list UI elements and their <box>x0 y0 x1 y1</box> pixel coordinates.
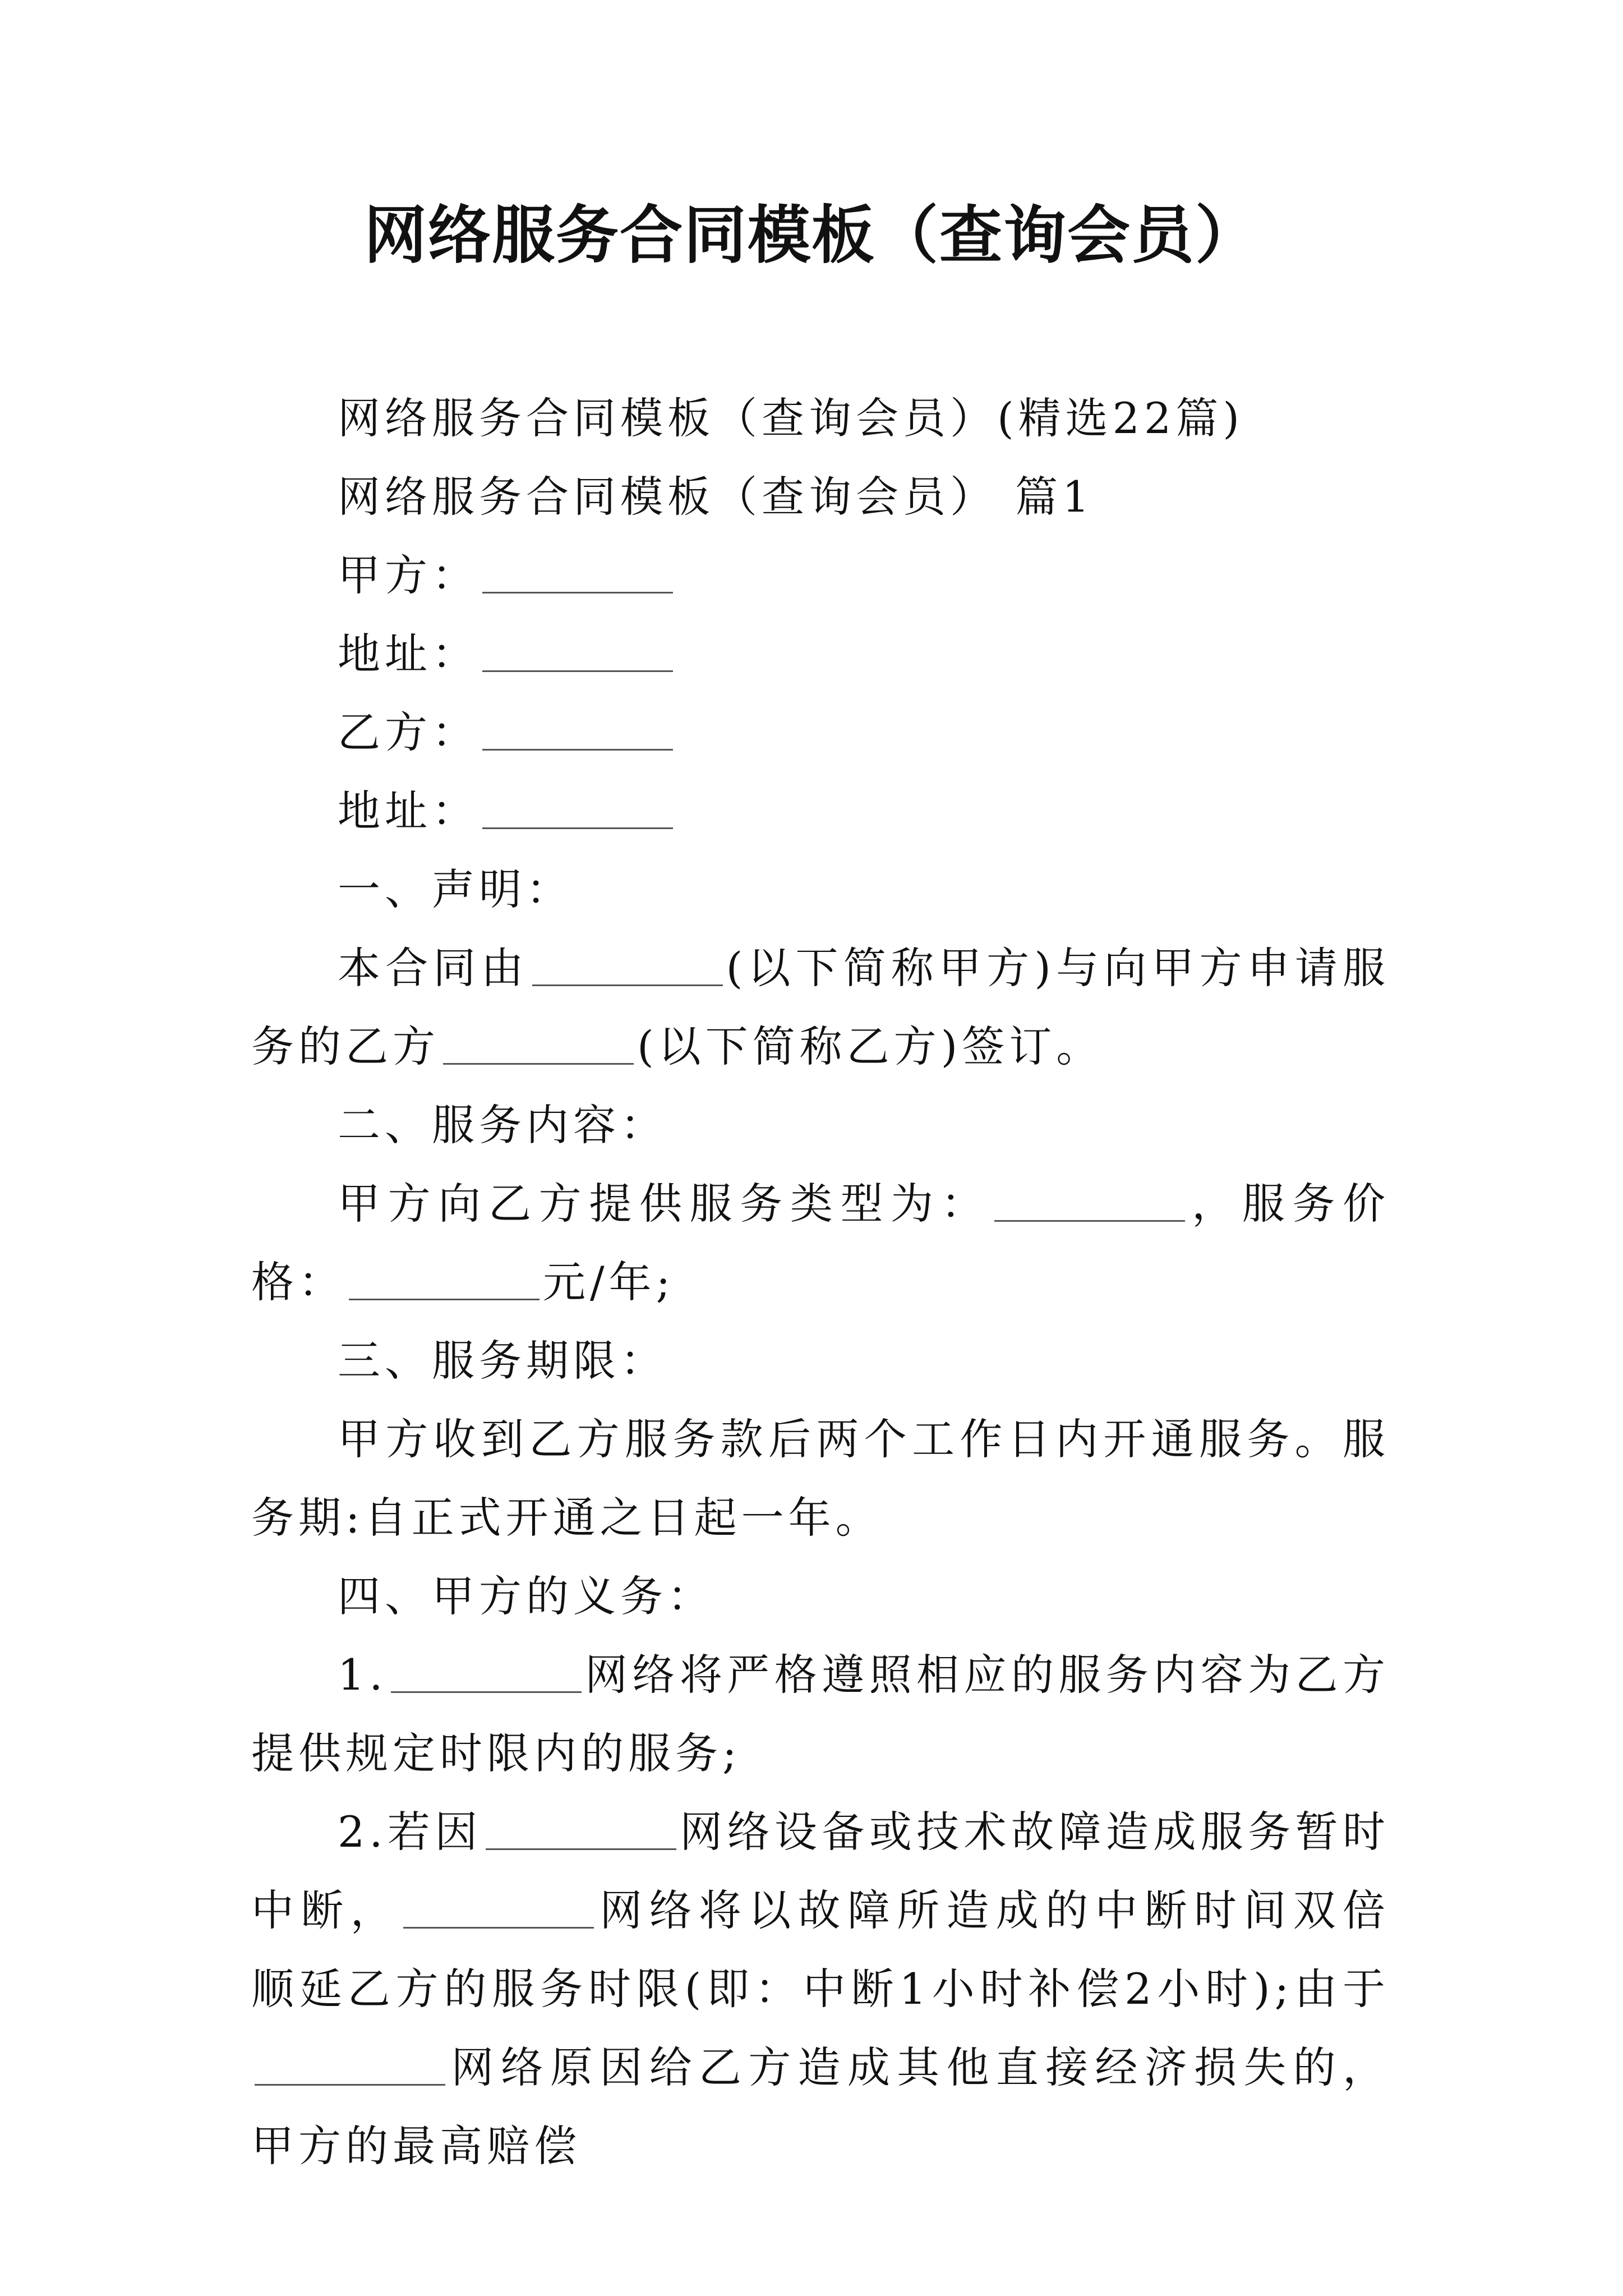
item-1-blank <box>391 1658 582 1693</box>
subtitle-line: 网络服务合同模板（查询会员）(精选22篇) <box>338 393 1244 443</box>
address-a-line <box>251 615 1390 693</box>
section-2-text-c: 元/年; <box>543 1257 675 1307</box>
section-3-text: 甲方收到乙方服务款后两个工作日内开通服务。服务期:自正式开通之日起一年。 <box>251 1414 1390 1543</box>
part-heading: 网络服务合同模板（查询会员） 篇1 <box>338 472 1094 522</box>
item-2-text-d: 网络原因给乙方造成其他直接经济损失的，甲方的最高赔偿 <box>251 2042 1390 2171</box>
item-1-text: 网络将严格遵照相应的服务内容为乙方提供规定时限内的服务; <box>251 1650 1390 1778</box>
address-a-blank <box>482 637 673 672</box>
section-2-heading: 二、服务内容： <box>338 1100 667 1150</box>
section-1-heading: 一、声明： <box>338 864 573 914</box>
section-3-heading: 三、服务期限： <box>338 1336 667 1386</box>
party-a-label: 甲方： <box>338 550 479 600</box>
item-2-text-b: 网络设备或技术故障造成服务暂时中断， <box>251 1807 1390 1935</box>
document-title: 网络服务合同模板（查询会员） <box>364 199 1259 272</box>
item-1-number: 1. <box>338 1650 388 1700</box>
document-body <box>251 379 1390 2185</box>
address-b-label: 地址： <box>338 786 479 836</box>
address-b-blank <box>482 794 673 829</box>
section-1-blank-1 <box>532 951 723 986</box>
section-2-blank-1 <box>994 1186 1185 1222</box>
section-2-text <box>251 1165 1390 1322</box>
address-b-line <box>251 772 1390 850</box>
section-4-heading: 四、甲方的义务： <box>338 1571 714 1621</box>
party-a-blank <box>482 558 673 593</box>
section-1-text-a: 本合同由 <box>338 943 529 993</box>
section-2-blank-2 <box>349 1265 540 1300</box>
party-b-line <box>251 693 1390 772</box>
address-a-label: 地址： <box>338 629 479 679</box>
section-4-item-2 <box>251 1793 1390 2185</box>
section-2-text-a: 甲方向乙方提供服务类型为： <box>338 1179 992 1228</box>
party-b-label: 乙方： <box>338 707 479 757</box>
section-2-text-b: ，服务价格： <box>251 1179 1390 1307</box>
item-2-blank-2 <box>403 1893 594 1929</box>
item-2-blank-3 <box>255 2050 445 2086</box>
party-a-line <box>251 536 1390 615</box>
section-1-text-b: (以下简称甲方)与向甲方申请服务的乙方 <box>251 943 1390 1071</box>
item-2-text-c: 网络将以故障所造成的中断时间双倍顺延乙方的服务时限(即：中断1小时补偿2小时);由于 <box>251 1885 1390 2014</box>
section-1-blank-2 <box>443 1029 634 1065</box>
item-2-blank-1 <box>486 1815 676 1850</box>
section-4-item-1 <box>251 1636 1390 1793</box>
section-1-text <box>251 929 1390 1086</box>
party-b-blank <box>482 715 673 751</box>
item-2-text-a: 2.若因 <box>338 1807 482 1857</box>
section-1-text-c: (以下简称乙方)签订。 <box>637 1022 1104 1071</box>
